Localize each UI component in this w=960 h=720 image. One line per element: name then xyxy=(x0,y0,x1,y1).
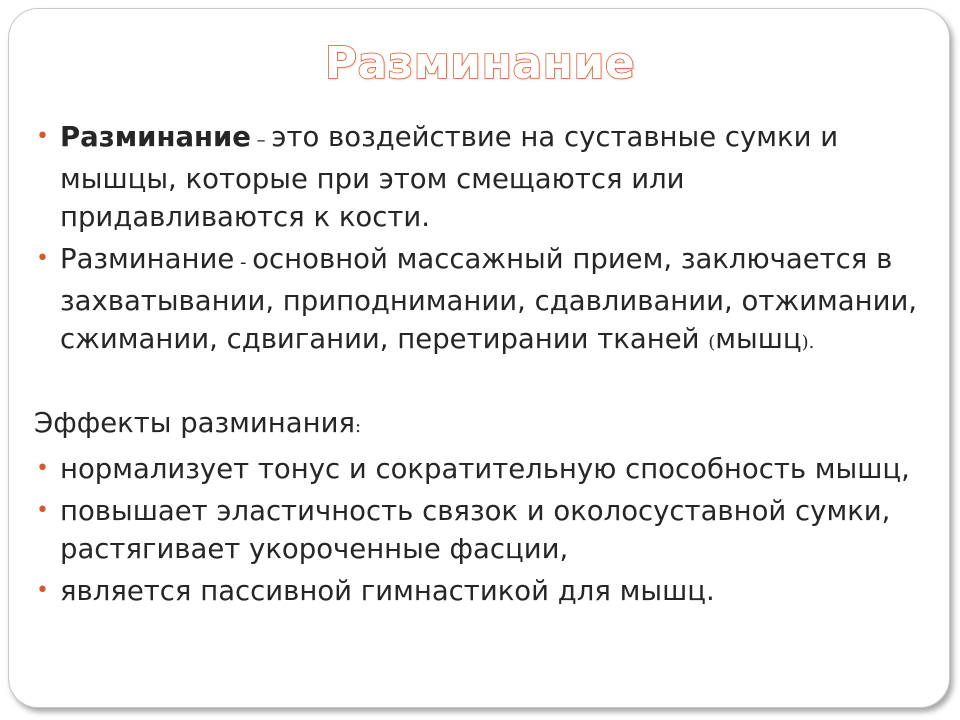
bullet-icon: • xyxy=(36,498,49,523)
slide-title: Разминание xyxy=(324,38,636,89)
definition-item-2 xyxy=(34,240,934,362)
effect-item-2 xyxy=(34,492,934,568)
definition-term: Разминание xyxy=(60,243,235,275)
effect-text: нормализует тонус и сократительную способность мышц, xyxy=(60,453,910,485)
definition-item-1 xyxy=(34,118,934,236)
definition-dash: - xyxy=(234,252,253,273)
definition-dash: – xyxy=(250,130,272,151)
effects-heading-colon: : xyxy=(355,416,362,437)
definition-text: основной массажный прием, заключается в захватывании, приподнимании, сдавливании, отжимании, сжимании, сдвигании, перетирании тканей xyxy=(60,243,918,355)
paren-close: ). xyxy=(801,332,815,353)
bullet-icon: • xyxy=(36,124,49,149)
effect-text: является пассивной гимнастикой для мышц. xyxy=(60,575,715,607)
bullet-icon: • xyxy=(36,246,49,271)
definition-text: это воздействие на суставные сумки и мышцы, которые при этом смещаются или придавливаются к кости. xyxy=(60,121,839,233)
bullet-icon: • xyxy=(36,578,49,603)
slide-content xyxy=(34,118,934,614)
effects-heading-text: Эффекты разминания xyxy=(34,407,356,439)
effect-item-1 xyxy=(34,450,934,488)
paren-word: мышц xyxy=(715,323,802,355)
bullet-icon: • xyxy=(36,456,49,481)
effect-text: повышает эластичность связок и околосуставной сумки, растягивает укороченные фасции, xyxy=(60,495,891,565)
effect-item-3 xyxy=(34,572,934,610)
definition-term: Разминание xyxy=(60,121,251,153)
effects-heading xyxy=(34,404,934,446)
paren-open: ( xyxy=(708,332,716,353)
